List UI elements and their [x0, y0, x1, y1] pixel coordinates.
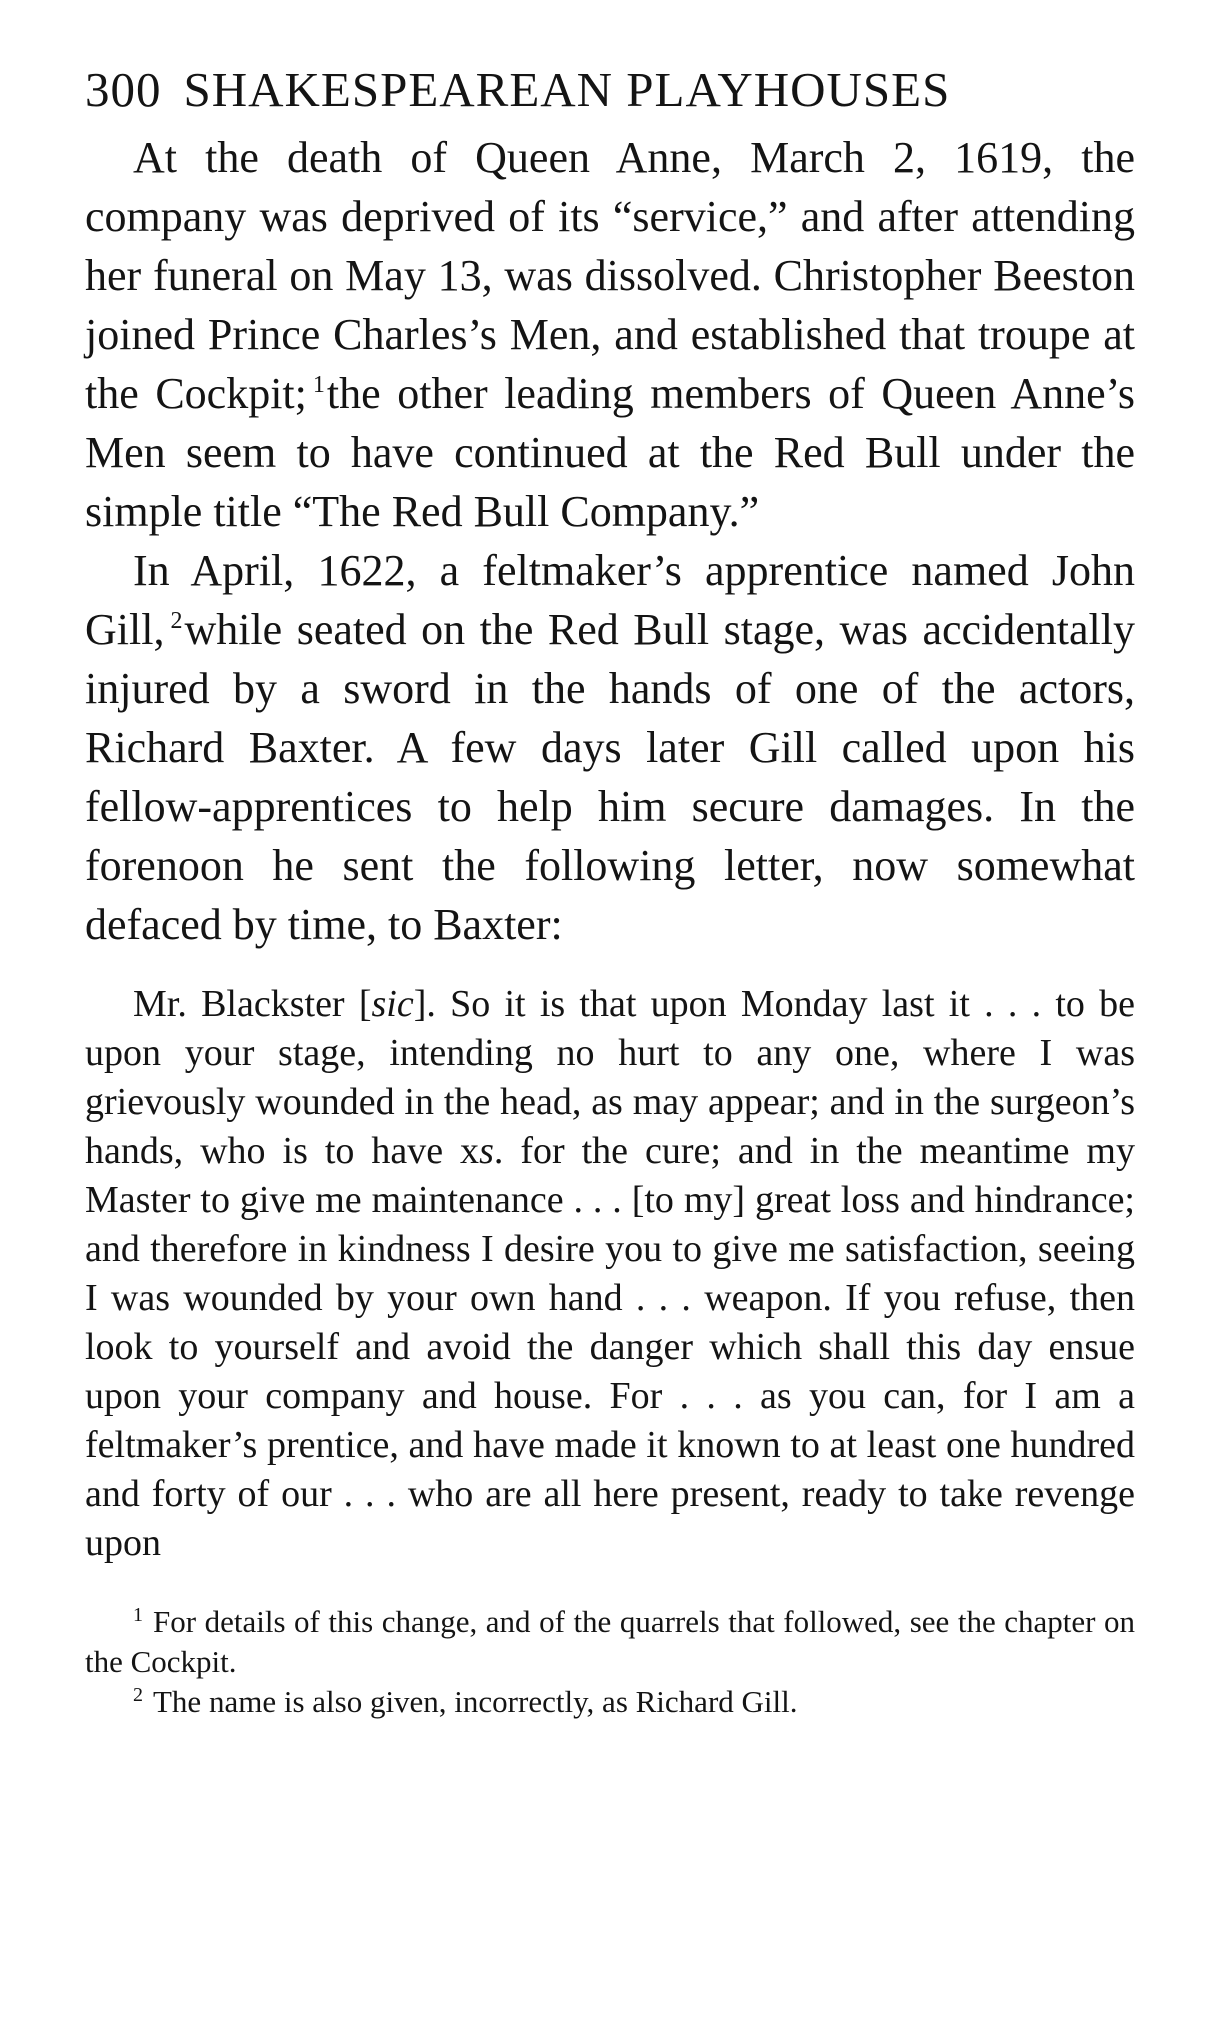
- letter-text: ]. So it is that upon Monday last it . . . to be upon your stage, intending no hurt to any one, where I was grievously wounded in the head, as may appear; and in the surgeon’s hands, who is to have x: [85, 983, 1135, 1172]
- paragraph-text: In April, 1622, a feltmaker’s apprentice named John Gill,: [85, 546, 1135, 654]
- quoted-letter: [85, 980, 1135, 1568]
- footnote-2: [85, 1682, 1135, 1722]
- footnote-marker: 1: [133, 1603, 143, 1626]
- paragraph-queen-anne: [85, 128, 1135, 541]
- paragraph-text: the other leading members of Queen Anne’s Men seem to have continued at the Red Bull under the simple title “The Red Bull Company.”: [85, 369, 1135, 536]
- footnote-reference-1: 1: [312, 372, 325, 399]
- letter-text: Mr. Blackster [: [133, 983, 372, 1025]
- footnote-text: For details of this change, and of the quarrels that followed, see the chapter on the Cockpit.: [85, 1604, 1135, 1679]
- page-number: 300: [85, 62, 162, 117]
- footnote-reference-2: 2: [170, 608, 183, 635]
- sic-note: sic: [371, 983, 414, 1025]
- shillings-abbreviation: s: [479, 1130, 494, 1172]
- running-title: SHAKESPEAREAN PLAYHOUSES: [183, 62, 951, 117]
- footnotes: [85, 1602, 1135, 1722]
- footnote-text: The name is also given, incorrectly, as Richard Gill.: [153, 1684, 798, 1719]
- footnote-1: [85, 1602, 1135, 1682]
- book-page: [85, 60, 1135, 1722]
- footnote-marker: 2: [133, 1683, 143, 1706]
- paragraph-text: while seated on the Red Bull stage, was accidentally injured by a sword in the hands of one of the actors, Richard Baxter. A few days later Gill called upon his fellow-apprentices to help him secure damages. In the forenoon he sent the following letter, now somewhat defaced by time, to Baxter:: [85, 605, 1135, 949]
- paragraph-john-gill: [85, 541, 1135, 954]
- running-head: [85, 60, 1135, 120]
- paragraph-text: At the death of Queen Anne, March 2, 1619, the company was deprived of its “service,” and after attending her funeral on May 13, was dissolved. Christopher Beeston joined Prince Charles’s Men, and established that troupe at the Cockpit;: [85, 133, 1135, 418]
- letter-text: . for the cure; and in the meantime my Master to give me maintenance . . . [to my] great loss and hindrance; and therefore in kindness I desire you to give me satisfaction, seeing I was wounded by your own hand . . . weapon. If you refuse, then look to yourself and avoid the danger which shall this day ensue upon your company and house. For . . . as you can, for I am a feltmaker’s prentice, and have made it known to at least one hundred and forty of our . . . who are all here present, ready to take revenge upon: [85, 1130, 1135, 1564]
